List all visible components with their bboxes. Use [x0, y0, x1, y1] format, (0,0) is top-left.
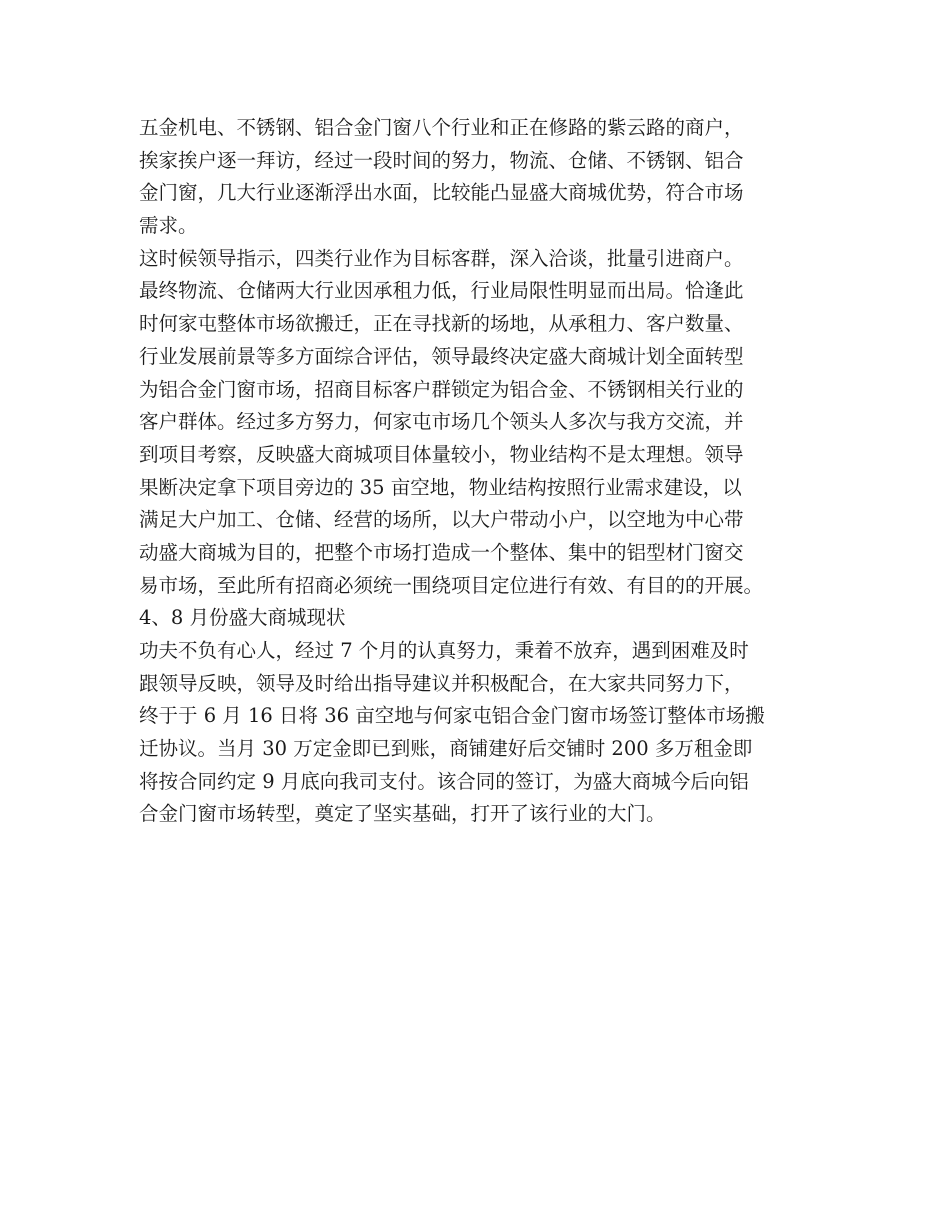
text-line: 功夫不负有心人，经过 7 个月的认真努力，秉着不放弃，遇到困难及时	[139, 639, 749, 662]
text-line: 终于于 6 月 16 日将 36 亩空地与何家屯铝合金门窗市场签订整体市场搬	[139, 704, 765, 728]
text-line: 果断决定拿下项目旁边的 35 亩空地，物业结构按照行业需求建设，以	[139, 475, 742, 499]
text-line: 这时候领导指示，四类行业作为目标客群，深入洽谈，批量引进商户。	[139, 246, 744, 270]
section-heading: 4、8 月份盛大商城现状	[139, 606, 346, 630]
text-line: 合金门窗市场转型，奠定了坚实基础，打开了该行业的大门。	[139, 802, 666, 826]
text-line: 客户群体。经过多方努力，何家屯市场几个领头人多次与我方交流，并	[139, 410, 744, 434]
text-line: 为铝合金门窗市场，招商目标客户群锁定为铝合金、不锈钢相关行业的	[139, 377, 744, 401]
text-line: 最终物流、仓储两大行业因承租力低，行业局限性明显而出局。恰逢此	[139, 279, 744, 303]
text-line: 到项目考察，反映盛大商城项目体量较小，物业结构不是太理想。领导	[139, 442, 744, 466]
text-line: 时何家屯整体市场欲搬迁，正在寻找新的场地，从承租力、客户数量、	[139, 312, 744, 336]
text-line: 挨家挨户逐一拜访，经过一段时间的努力，物流、仓储、不锈钢、铝合	[139, 148, 744, 172]
text-line: 满足大户加工、仓储、经营的场所，以大户带动小户，以空地为中心带	[139, 508, 744, 532]
body-text	[139, 112, 839, 831]
text-line: 易市场，至此所有招商必须统一围绕项目定位进行有效、有目的的开展。	[139, 573, 764, 597]
text-line: 迁协议。当月 30 万定金即已到账，商铺建好后交铺时 200 多万租金即	[139, 737, 753, 761]
text-line: 跟领导反映，领导及时给出指导建议并积极配合，在大家共同努力下，	[139, 671, 744, 695]
text-line: 金门窗，几大行业逐渐浮出水面，比较能凸显盛大商城优势，符合市场	[139, 181, 744, 205]
text-line: 需求。	[139, 214, 198, 238]
text-line: 五金机电、不锈钢、铝合金门窗八个行业和正在修路的紫云路的商户，	[139, 116, 744, 139]
text-line: 将按合同约定 9 月底向我司支付。该合同的签订，为盛大商城今后向铝	[139, 769, 749, 793]
text-line: 动盛大商城为目的，把整个市场打造成一个整体、集中的铝型材门窗交	[139, 540, 744, 564]
text-line: 行业发展前景等多方面综合评估，领导最终决定盛大商城计划全面转型	[139, 344, 744, 368]
